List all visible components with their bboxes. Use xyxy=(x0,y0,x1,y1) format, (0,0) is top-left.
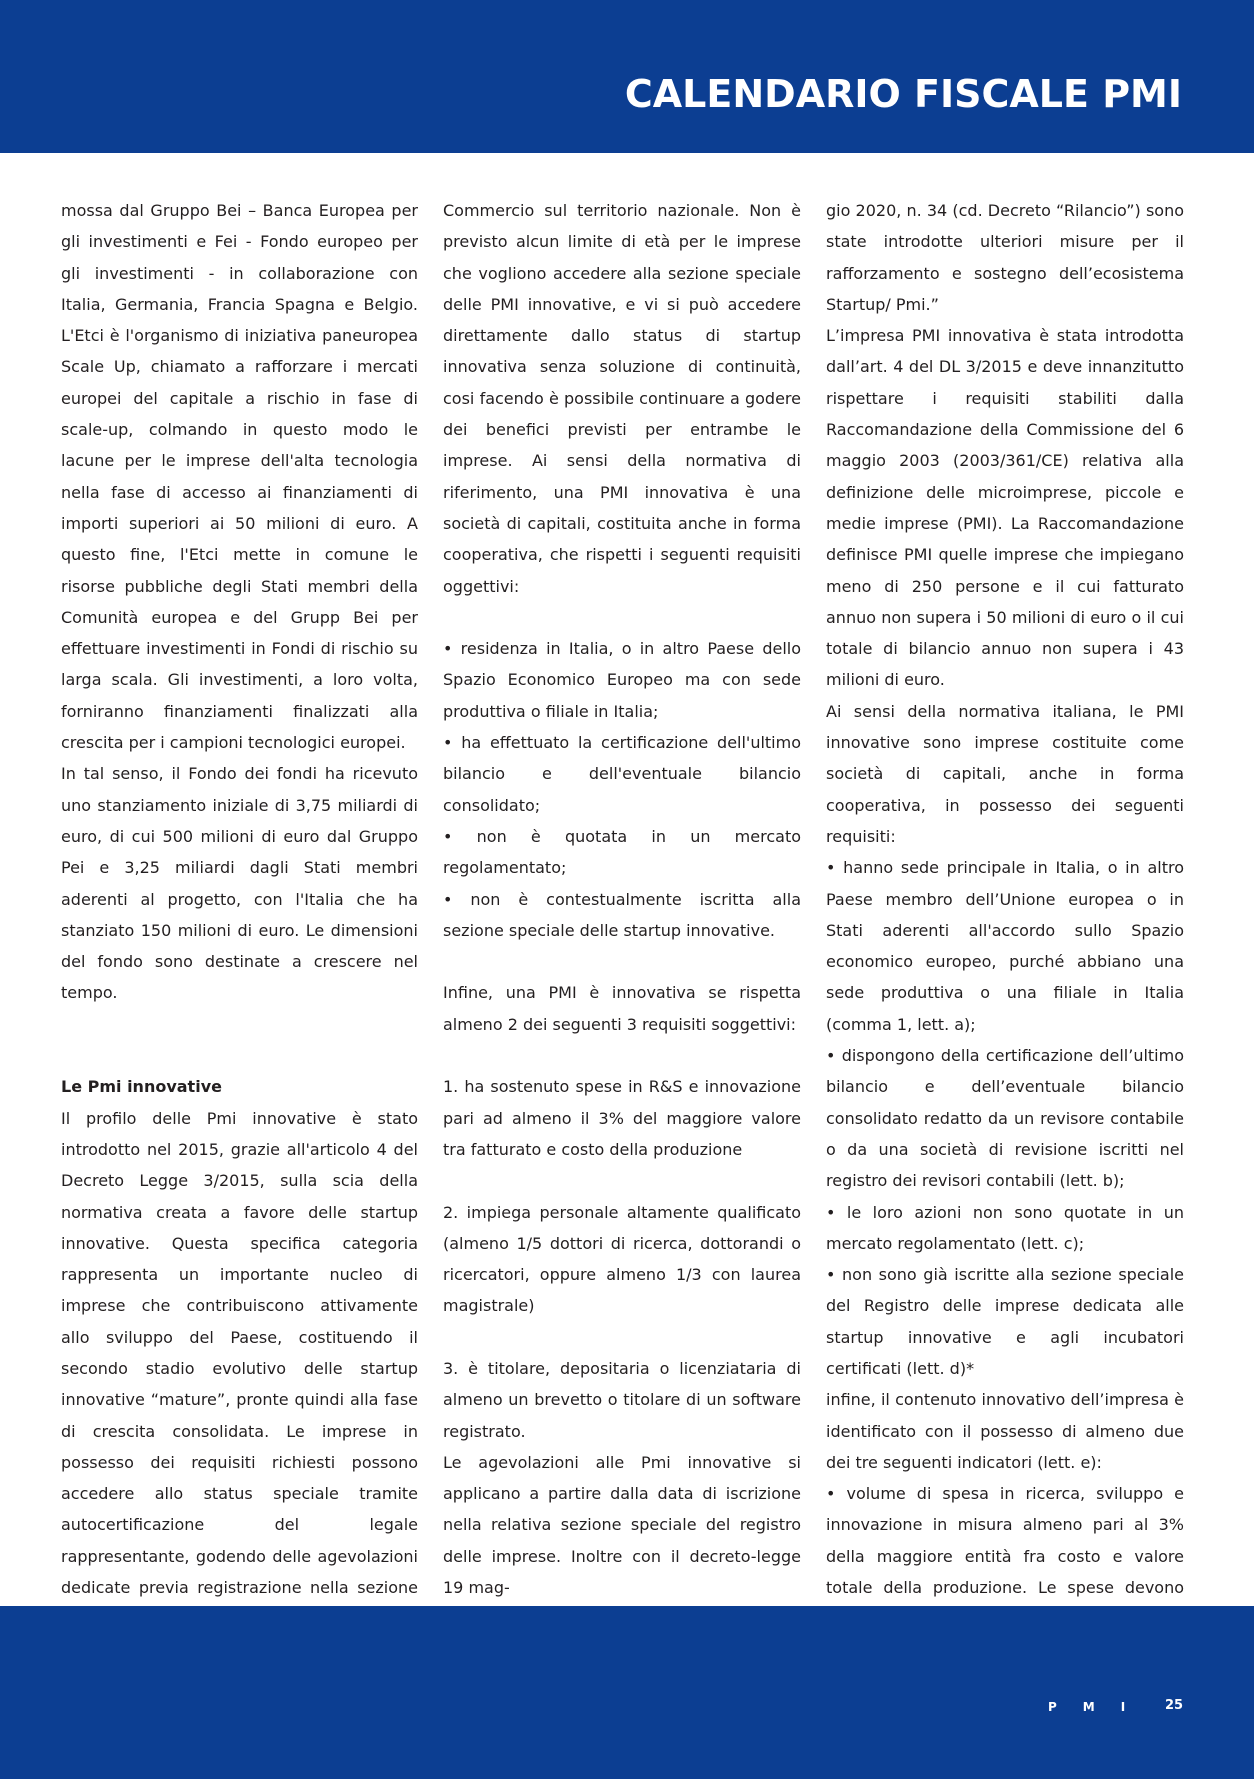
numbered-item: 2. impiega personale altamente qualificato (almeno 1/5 dottori di ricerca, dottorandi o ricercatori, oppure almeno 1/3 con laurea magistrale) xyxy=(443,1202,801,1316)
brand-letter: P xyxy=(1048,1700,1057,1714)
bullet-item: • dispongono della certificazione dell’ultimo bilancio e dell’eventuale bilancio consolidato redatto da un revisore contabile o da una società di revisione iscritti nel registro dei revisori contabili (lett. b); xyxy=(826,1046,1184,1191)
page-number: 25 xyxy=(1165,1698,1184,1713)
bullet-item: • non sono già iscritte alla sezione speciale del Registro delle imprese dedicata alle startup innovative e agli incubatori certificati (lett. d)* xyxy=(826,1265,1184,1378)
page-title: CALENDARIO FISCALE PMI xyxy=(624,72,1182,116)
text-column-1 xyxy=(61,195,418,1666)
paragraph: Ai sensi della normativa italiana, le PMI innovative sono imprese costituite come società di capitali, anche in forma cooperativa, in possesso dei seguenti requisiti: xyxy=(826,701,1184,846)
brand-letter: M xyxy=(1082,1700,1095,1714)
paragraph: mossa dal Gruppo Bei – Banca Europea per gli investimenti e Fei - Fondo europeo per gli investimenti - in collaborazione con Italia, Germania, Francia Spagna e Belgio. L'Etci è l'organismo di iniziativa paneuropea Scale Up, chiamato a rafforzare i mercati europei del capitale a rischio in fase di scale-up, colmando in questo modo le lacune per le imprese dell'alta tecnologia nella fase di accesso ai finanziamenti di importi superiori ai 50 milioni di euro. A questo fine, l'Etci mette in comune le risorse pubbliche degli Stati membri della Comunità europea e del Grupp Bei per effettuare investimenti in Fondi di rischio su larga scala. Gli investimenti, a loro volta, forniranno finanziamenti finalizzati alla crescita per i campioni tecnologici europei. xyxy=(61,201,418,753)
text-column-3 xyxy=(826,195,1184,1635)
section-heading: Le Pmi innovative xyxy=(61,1077,222,1097)
bullet-item: • non è quotata in un mercato regolamentato; xyxy=(443,826,801,878)
paragraph: Infine, una PMI è innovativa se rispetta almeno 2 dei seguenti 3 requisiti soggettivi: xyxy=(443,983,801,1034)
paragraph: gio 2020, n. 34 (cd. Decreto “Rilancio”) sono state introdotte ulteriori misure per il rafforzamento e sostegno dell’ecosistema Startup/ Pmi.” xyxy=(826,201,1184,314)
bullet-item: • hanno sede principale in Italia, o in altro Paese membro dell’Unione europea o in Stati aderenti all'accordo sullo Spazio economico europeo, purché abbiano una sede produttiva o una filiale in Italia (comma 1, lett. a); xyxy=(826,858,1184,1034)
bullet-item: • volume di spesa in ricerca, sviluppo e innovazione in misura almeno pari al 3% della maggiore entità fra costo e valore totale della produzione. Le spese devono xyxy=(826,1484,1184,1598)
paragraph: infine, il contenuto innovativo dell’impresa è identificato con il possesso di almeno due dei tre seguenti indicatori (lett. e): xyxy=(826,1390,1184,1472)
paragraph: Le agevolazioni alle Pmi innovative si applicano a partire dalla data di iscrizione nella relativa sezione speciale del registro delle imprese. Inoltre con il decreto-legge 19 mag- xyxy=(443,1452,801,1598)
footer-brand xyxy=(1048,1700,1125,1714)
numbered-item: 1. ha sostenuto spese in R&S e innovazione pari ad almeno il 3% del maggiore valore tra fatturato e costo della produzione xyxy=(443,1077,801,1159)
text-column-2 xyxy=(443,195,801,1603)
paragraph: L’impresa PMI innovativa è stata introdotta dall’art. 4 del DL 3/2015 e deve innanzitutto rispettare i requisiti stabiliti dalla Raccomandazione della Commissione del 6 maggio 2003 (2003/361/CE) relativa alla definizione delle microimprese, piccole e medie imprese (PMI). La Raccomandazione definisce PMI quelle imprese che impiegano meno di 250 persone e il cui fatturato annuo non supera i 50 milioni di euro o il cui totale di bilancio annuo non supera i 43 milioni di euro. xyxy=(826,326,1184,690)
numbered-item: 3. è titolare, depositaria o licenziataria di almeno un brevetto o titolare di un software registrato. xyxy=(443,1358,801,1441)
brand-letter: I xyxy=(1120,1700,1126,1714)
bullet-item: • residenza in Italia, o in altro Paese dello Spazio Economico Europeo ma con sede produttiva o filiale in Italia; xyxy=(443,639,801,721)
footer-band xyxy=(0,1606,1254,1779)
paragraph: Il profilo delle Pmi innovative è stato introdotto nel 2015, grazie all'articolo 4 del Decreto Legge 3/2015, sulla scia della normativa creata a favore delle startup innovative. Questa specifica categoria rappresenta un importante nucleo di imprese che contribuiscono attivamente allo sviluppo del Paese, costituendo il secondo stadio evolutivo delle startup innovative “mature”, pronte quindi alla fase di crescita consolidata. Le imprese in possesso dei requisiti richiesti possono accedere allo status speciale tramite autocertificazione del legale rappresentante, godendo delle agevolazioni dedicate previa registrazione nella sezione xyxy=(61,1108,418,1598)
bullet-item: • non è contestualmente iscritta alla sezione speciale delle startup innovative. xyxy=(443,889,801,940)
bullet-item: • le loro azioni non sono quotate in un mercato regolamentato (lett. c); xyxy=(826,1202,1184,1253)
bullet-item: • ha effettuato la certificazione dell'ultimo bilancio e dell'eventuale bilancio consolidato; xyxy=(443,733,801,815)
paragraph: In tal senso, il Fondo dei fondi ha ricevuto uno stanziamento iniziale di 3,75 miliardi di euro, di cui 500 milioni di euro dal Gruppo Pei e 3,25 miliardi dagli Stati membri aderenti al progetto, con l'Italia che ha stanziato 150 milioni di euro. Le dimensioni del fondo sono destinate a crescere nel tempo. xyxy=(61,764,418,1003)
header-band xyxy=(0,0,1254,153)
paragraph: Commercio sul territorio nazionale. Non è previsto alcun limite di età per le imprese che vogliono accedere alla sezione speciale delle PMI innovative, e vi si può accedere direttamente dallo status di startup innovativa senza soluzione di continuità, cosi facendo è possibile continuare a godere dei benefici previsti per entrambe le imprese. Ai sensi della normativa di riferimento, una PMI innovativa è una società di capitali, costituita anche in forma cooperativa, che rispetti i seguenti requisiti oggettivi: xyxy=(443,201,801,596)
